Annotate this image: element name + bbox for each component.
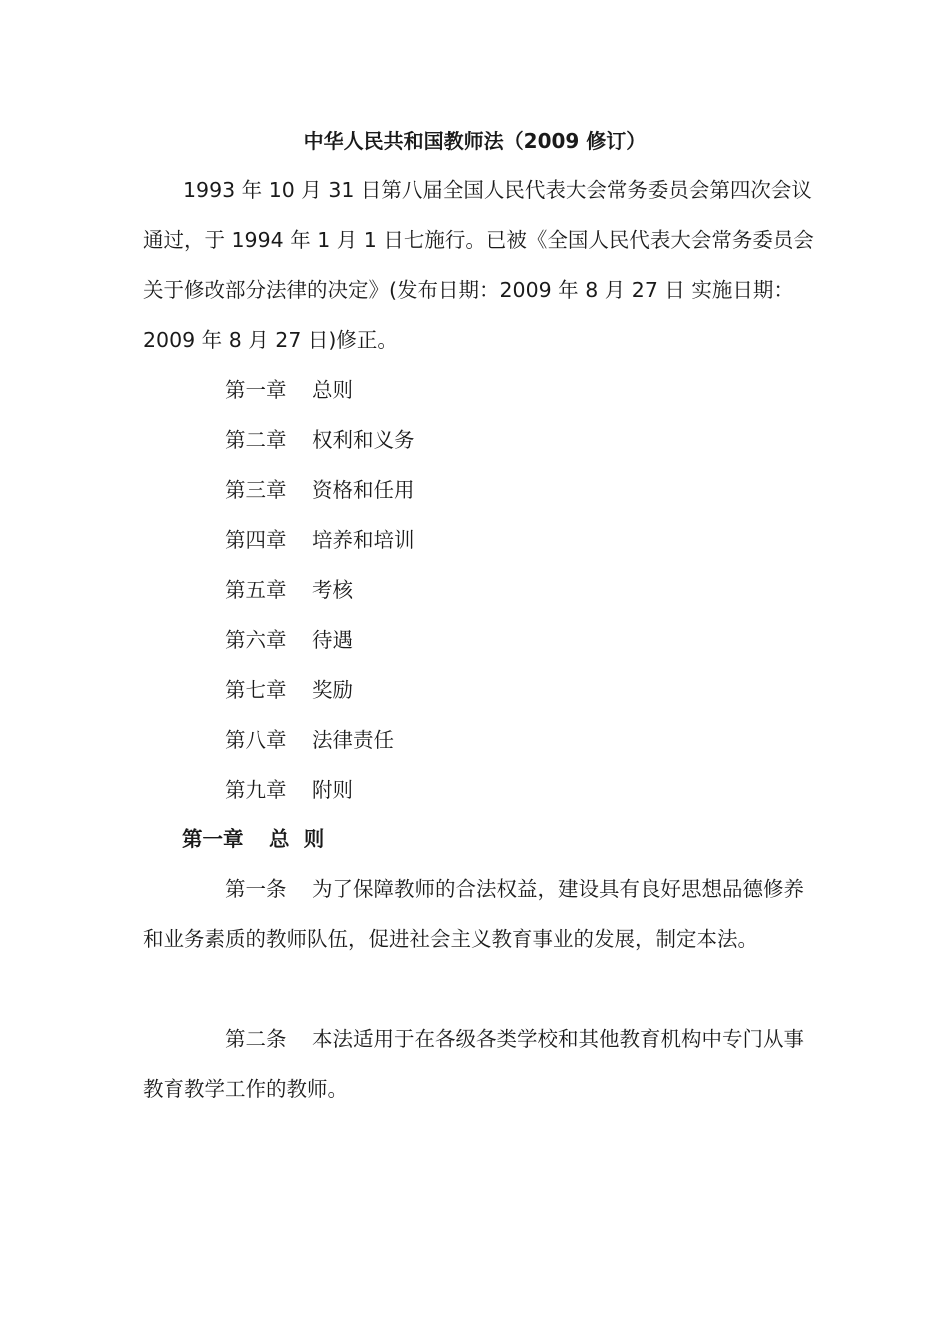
article-number: 第二条	[225, 1027, 287, 1051]
toc-chapter-title: 法律责任	[312, 728, 394, 752]
article-text: 本法适用于在各级各类学校和其他教育机构中专门从事教育教学工作的教师。	[143, 1027, 804, 1101]
toc-chapter-title: 资格和任用	[312, 478, 415, 502]
article-number: 第一条	[225, 877, 287, 901]
toc-chapter-title: 培养和培训	[312, 528, 415, 552]
toc-chapter-title: 待遇	[312, 628, 353, 652]
toc-item	[225, 465, 415, 515]
toc-chapter-title: 总则	[312, 378, 353, 402]
toc-item	[225, 615, 415, 665]
chapter-heading	[182, 814, 324, 864]
table-of-contents	[225, 365, 415, 815]
chapter-number: 第一章	[182, 827, 244, 851]
toc-item	[225, 665, 415, 715]
toc-chapter-number: 第四章	[225, 528, 287, 552]
toc-chapter-number: 第二章	[225, 428, 287, 452]
toc-item	[225, 415, 415, 465]
preamble-paragraph: 1993 年 10 月 31 日第八届全国人民代表大会常务委员会第四次会议通过，于 1994 年 1 月 1 日七施行。已被《全国人民代表大会常务委员会关于修改部分法律的决定》(发布日期：2009 年 8 月 27 日 实施日期：2009 年 8 月 27 日)修正。	[143, 178, 814, 352]
toc-item	[225, 765, 415, 815]
toc-chapter-number: 第七章	[225, 678, 287, 702]
toc-chapter-number: 第三章	[225, 478, 287, 502]
toc-chapter-title: 考核	[312, 578, 353, 602]
toc-chapter-number: 第九章	[225, 778, 287, 802]
article-text: 为了保障教师的合法权益，建设具有良好思想品德修养和业务素质的教师队伍，促进社会主义教育事业的发展，制定本法。	[143, 877, 804, 951]
toc-chapter-title: 附则	[312, 778, 353, 802]
toc-chapter-number: 第五章	[225, 578, 287, 602]
article-paragraph	[143, 1014, 815, 1114]
toc-item	[225, 365, 415, 415]
toc-chapter-number: 第八章	[225, 728, 287, 752]
toc-chapter-number: 第六章	[225, 628, 287, 652]
chapter-title: 总 则	[269, 827, 325, 851]
toc-item	[225, 515, 415, 565]
toc-item	[225, 715, 415, 765]
document-title: 中华人民共和国教师法（2009 修订）	[303, 129, 647, 153]
toc-item	[225, 565, 415, 615]
article-paragraph	[143, 864, 815, 964]
toc-chapter-title: 奖励	[312, 678, 353, 702]
toc-chapter-number: 第一章	[225, 378, 287, 402]
toc-chapter-title: 权利和义务	[312, 428, 415, 452]
